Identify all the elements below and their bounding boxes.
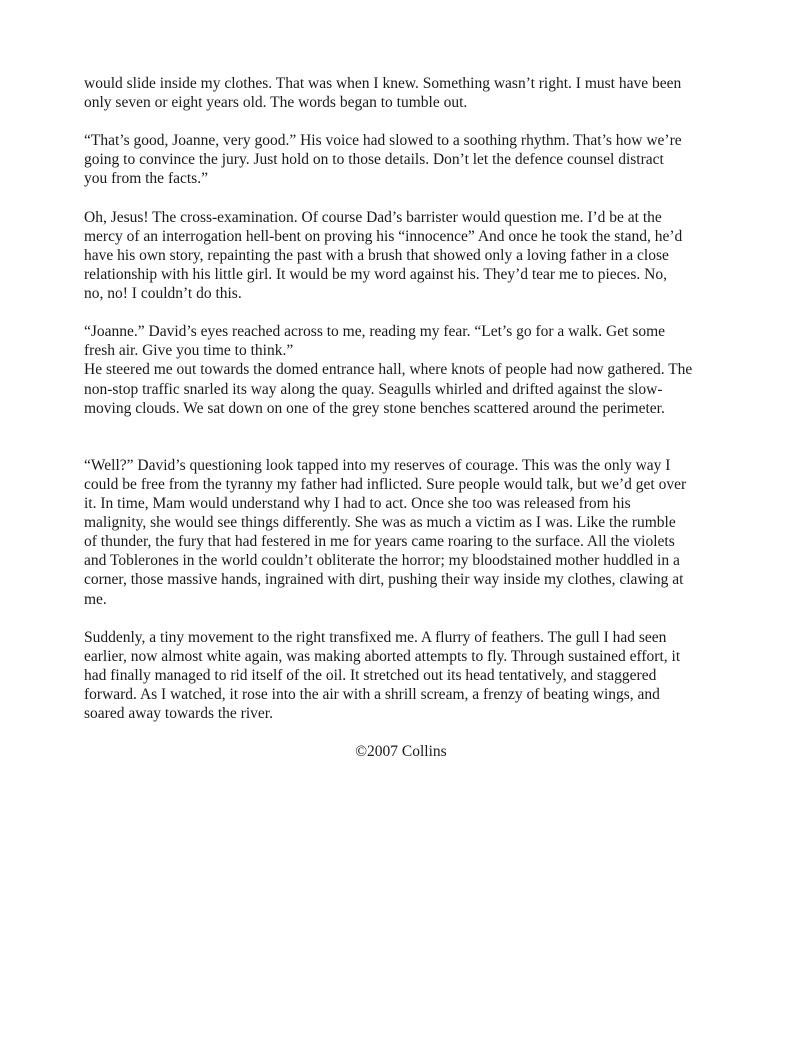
paragraph-spacer [84, 303, 718, 322]
paragraph-spacer [84, 723, 718, 742]
paragraph-3: Oh, Jesus! The cross-examination. Of course Dad’s barrister would question me. I’d be at the mercy of an interrogation hell-bent on proving his “innocence” And once he took the stand, he’d have his own story, repainting the past with a brush that showed only a loving father in a close relationship with his little girl. It would be my word against his. They’d tear me to pieces. No, no, no! I couldn’t do this. [84, 208, 683, 303]
paragraph-5: “Well?” David’s questioning look tapped into my reserves of courage. This was the only way I could be free from the tyranny my father had inflicted. Sure people would talk, but we’d get over it. In time, Mam would understand why I had to act. Once she too was released from his malignity, she would see things differently. She was as much a victim as I was. Like the rumble of thunder, the fury that had festered in me for years came roaring to the surface. All the violets and Toblerones in the world couldn’t obliterate the horror; my bloodstained mother huddled in a corner, those massive hands, ingrained with dirt, pushing their way inside my clothes, clawing at me. [84, 456, 687, 608]
document-page [84, 74, 718, 761]
paragraph-spacer [84, 112, 718, 131]
copyright-notice: ©2007 Collins [355, 743, 447, 761]
paragraph-2: “That’s good, Joanne, very good.” His voice had slowed to a soothing rhythm. That’s how we’re going to convince the jury. Just hold on to those details. Don’t let the defence counsel distract you from the facts.” [84, 132, 682, 188]
paragraph-6: Suddenly, a tiny movement to the right transfixed me. A flurry of feathers. The gull I had seen earlier, now almost white again, was making aborted attempts to fly. Through sustained effort, it had finally managed to rid itself of the oil. It stretched out its head tentatively, and staggered forward. As I watched, it rose into the air with a shrill scream, a frenzy of beating wings, and soared away towards the river. [84, 628, 681, 723]
paragraph-spacer [84, 189, 718, 208]
paragraph-spacer [84, 609, 718, 628]
paragraph-spacer-large [84, 418, 718, 456]
paragraph-4: “Joanne.” David’s eyes reached across to me, reading my fear. “Let’s go for a walk. Get some fresh air. Give you time to think.” He steered me out towards the domed entrance hall, where knots of people had now gathered. The non-stop traffic snarled its way along the quay. Seagulls whirled and drifted against the slow- moving clouds. We sat down on one of the grey stone benches scattered around the perimeter. [84, 323, 693, 417]
paragraph-1: would slide inside my clothes. That was when I knew. Something wasn’t right. I must have been only seven or eight years old. The words began to tumble out. [84, 75, 682, 112]
